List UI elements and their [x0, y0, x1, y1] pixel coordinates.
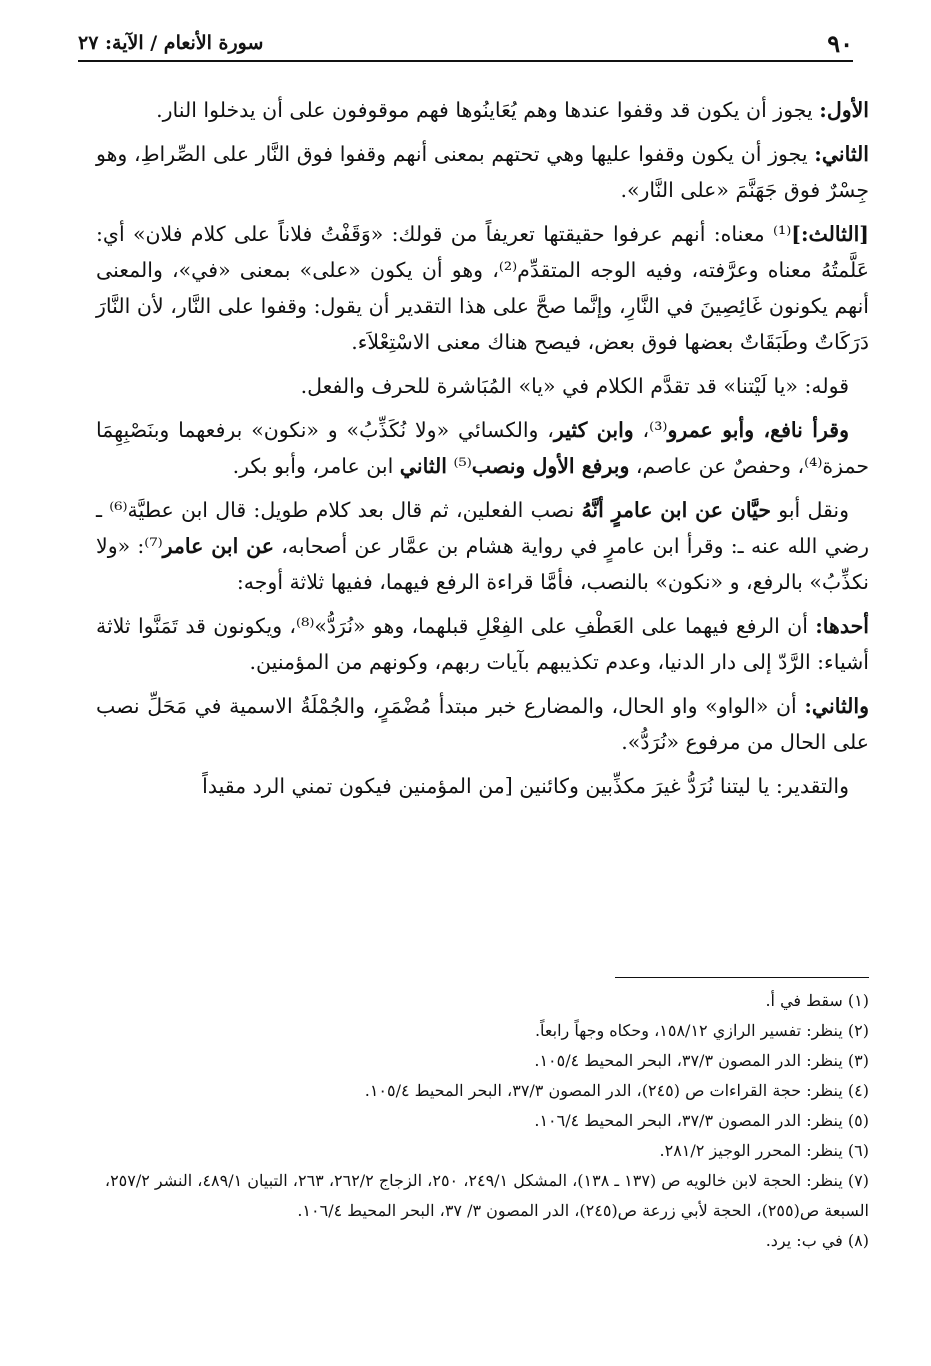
paragraph-lead: أحدها:	[815, 614, 869, 638]
paragraph-text: أن «الواو» واو الحال، والمضارع خبر مبتدأ مُضْمَرٍ، والجُمْلَةُ الاسمية في مَحَلِّ نصب على الحال من مرفوع «نُرَدُّ».	[96, 694, 869, 754]
bold-text: وقرأ نافع، وأبو عمرو	[667, 418, 849, 442]
bold-text: وبرفع الأول ونصب	[471, 454, 630, 478]
paragraph-text: ، والكسائي «ولا نُكَذِّبُ» و «نكون» برفعهما وبنَصْبِهِمَا حمزة⁽⁴⁾، وحفصٌ عن عاصم،	[96, 418, 869, 478]
paragraph-text: ⁽¹⁾ معناه: أنهم عرفوا حقيقتها تعريفاً من قولك: «وَقَفْتُ فلاناً على كلام فلان» أي: عَلَّمتُهُ معناه وعرَّفته، وفيه الوجه المتقدِّم⁽²⁾، وهو أن يكون «على» بمعنى «في»، والمعنى أنهم يكونون غَائِصِينَ في النَّارِ، وإنَّما صحَّ على هذا التقدير أن يقول: وقفوا على النَّار، لأن النَّارَ دَرَكَاتٌ وطَبَقَاتٌ بعضها فوق بعض، فيصح هناك معنى الاسْتِعْلاَء.	[96, 222, 869, 354]
paragraph-text: والتقدير: يا ليتنا نُرَدُّ غيرَ مكذِّبين وكائنين [من المؤمنين فيكون تمني الرد مقيداً	[202, 774, 849, 798]
running-header	[78, 26, 853, 62]
footnote: (٢) ينظر: تفسير الرازي ١٥٨/١٢، وحكاه وجهاً رابعاً.	[534, 1021, 869, 1040]
paragraph-second-view	[96, 136, 869, 208]
bold-text: الثاني	[399, 454, 447, 478]
paragraph-text: ⁽⁷⁾: «ولا نكذِّبُ» بالرفع، و «نكون» بالنصب، فأمَّا قراءة الرفع فيهما، ففيها ثلاثة أوجه:	[96, 534, 869, 594]
paragraph-lead: والثاني:	[804, 694, 869, 718]
paragraph-text: أن الرفع فيهما على العَطْفِ على الفِعْلِ قبلهما، وهو «نُرَدُّ»⁽⁸⁾، ويكونون قد تَمَنَّوا ثلاثة أشياء: الرَّدّ إلى دار الدنيا، وعدم تكذيبهم بآيات ربهم، وكونهم من المؤمنين.	[96, 614, 869, 674]
paragraph-text: ابن عامر، وأبو بكر.	[232, 454, 400, 478]
footnote: (٥) ينظر: الدر المصون ٣٧/٣، البحر المحيط ١٠٦/٤.	[534, 1111, 869, 1130]
paragraph-text: يجوز أن يكون وقفوا عليها وهي تحتهم بمعنى أنهم وقفوا فوق النَّار على الصِّراطِ، وهو جِسْرٌ فوق جَهَنَّمَ «على النَّار».	[96, 142, 869, 202]
paragraph-taqdir	[96, 768, 869, 804]
bold-text: عن ابن عامر	[162, 534, 274, 558]
footnote: (٨) في ب: يرد.	[765, 1231, 869, 1250]
paragraph-abu-hayyan	[96, 492, 869, 600]
paragraph-text: يجوز أن يكون قد وقفوا عندها وهم يُعَاينُوها فهم موقوفون على أن يدخلوا النار.	[156, 98, 820, 122]
paragraph-lead: الثاني:	[814, 142, 869, 166]
footnote: (٦) ينظر: المحرر الوجيز ٢٨١/٢.	[659, 1141, 869, 1160]
footnote: (٣) ينظر: الدر المصون ٣٧/٣، البحر المحيط ١٠٥/٤.	[534, 1051, 869, 1070]
footnote: (١) سقط في أ.	[765, 991, 869, 1010]
footnote: (٤) ينظر: حجة القراءات ص (٢٤٥)، الدر المصون ٣٧/٣، البحر المحيط ١٠٥/٤.	[364, 1081, 869, 1100]
paragraph-first-view	[96, 92, 869, 128]
paragraph-first-aspect	[96, 608, 869, 680]
paragraph-text: قوله: «يا لَيْتنا» قد تقدَّم الكلام في «يا» المُبَاشرة للحرف والفعل.	[300, 374, 849, 398]
main-text	[96, 92, 869, 812]
bold-text: وابن كثير	[553, 418, 634, 442]
paragraph-text: ⁽³⁾،	[633, 418, 668, 442]
paragraph-second-aspect	[96, 688, 869, 760]
bold-text: حيَّان عن ابن عامرٍ أنَّهُ	[581, 498, 772, 522]
paragraph-lead: [الثالث:]	[791, 222, 869, 246]
paragraph-text: نصب الفعلين، ثم قال بعد كلام طويل: قال ابن عطيَّة⁽⁶⁾ ـ رضي الله عنه ـ: وقرأ ابن عامرٍ في رواية هشام بن عمَّار عن أصحابه،	[96, 498, 870, 558]
paragraph-lead: الأول:	[819, 98, 869, 122]
page-number: ٩٠	[827, 28, 853, 58]
surah-title: سورة الأنعام / الآية: ٢٧	[78, 32, 264, 54]
paragraph-ya-laytana	[96, 368, 869, 404]
footnote-separator	[615, 977, 869, 978]
paragraph-text: ونقل أبو	[771, 498, 849, 522]
paragraph-readings	[96, 412, 869, 484]
footnote: (٧) ينظر: الحجة لابن خالويه ص (١٣٧ ـ ١٣٨)، المشكل ٢٤٩/١، ٢٥٠، الزجاج ٢٦٢/٢، ٢٦٣، التبيان ٤٨٩/١، النشر ٢٥٧/٢، السبعة ص(٢٥٥)، الحجة لأبي زرعة ص(٢٤٥)، الدر المصون ٣/ ٣٧، البحر المحيط ١٠٦/٤.	[104, 1171, 869, 1220]
paragraph-text: ⁽⁵⁾	[446, 454, 472, 478]
paragraph-third-view	[96, 216, 869, 360]
footnotes	[96, 986, 869, 1256]
